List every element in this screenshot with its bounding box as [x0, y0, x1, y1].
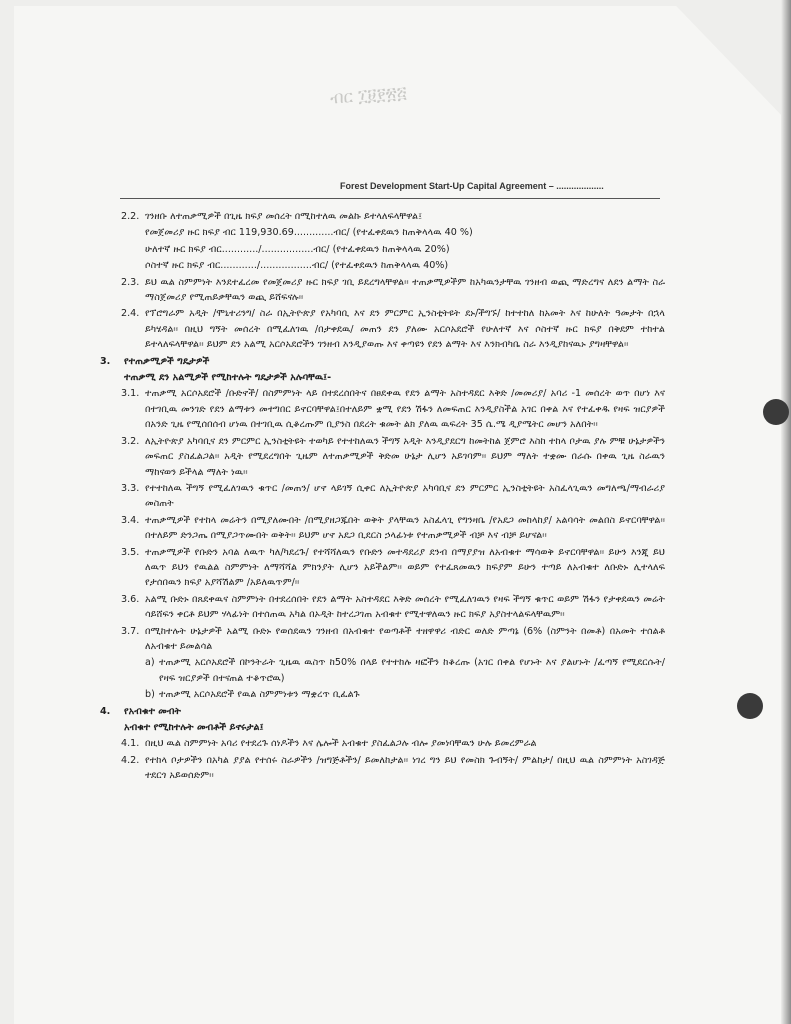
paragraph — [121, 386, 665, 432]
paragraph — [121, 275, 665, 306]
paragraph — [145, 242, 665, 257]
paragraph-text: የመጀመሪያ ዙር ክፍያ ብር 119,930.69.............ብር/ (የተፈቀደዉን ከጠቅላላዉ 40 %) — [145, 227, 473, 239]
paragraph — [121, 306, 665, 352]
header-rule — [120, 198, 660, 199]
paragraph — [121, 434, 665, 480]
paragraph — [100, 720, 665, 735]
paragraph — [121, 209, 665, 224]
paragraph-text: ተጠቃሚዎች የተከላ መሬትን በሚያለሙበት /በሚያዘጋጁበት ወቅት ያላቸዉን አስፈላጊ የግንዛቤ /የአደጋ መከላከያ/ አልባሳት መልበስ ይኖርባቸዋል፡፡ በተለይም ድንጋጤ በሚያጋጥሙበት ወቅት፡፡ ይህም ሆኖ አደጋ ቢደርስ ኃላፊነቱ የተጠቃሚዎች ብቻ እና ብቻ ይሆናል፡፡ — [145, 514, 665, 542]
paragraph-text: ገንዘቡ ለተጠቃሚዎች በጊዜ ክፍያ መሰረት በሚከተለዉ መልኩ ይተላለፍላቸዋል፤ — [145, 211, 423, 222]
paragraph-text: ሁለተኛ ዙር ክፍያ ብር............/.................ብር/ (የተፈቀደዉን ከጠቅላላዉ 20%) — [145, 243, 450, 255]
paragraph — [145, 687, 665, 702]
paragraph — [121, 592, 665, 623]
paragraph-number: 3.4. — [121, 514, 140, 526]
paragraph — [145, 258, 665, 273]
document-body — [100, 209, 665, 785]
paragraph-text: ተጠቃሚ ደን አልሚዎች የሚከተሉት ግዴታዎች አሉባቸዉ፤- — [124, 372, 332, 384]
paragraph — [121, 481, 665, 512]
paragraph-text: አልሚ ቡድኑ በጸደቀዉና ስምምነት በተደረሰበት የደን ልማት አስተዳደር እቅድ መሰረት የሚፈለገዉን የዛፍ ችግኝ ቁጥር ወይም ሽፋን የታቀደዉን መሬት ሳይሸፍን ቀርቶ ይህም ሃላፊነት በተሰጠዉ አካል በኦዲት ከተረጋገጠ አብቁተ የሚተዋለዉን ዙር ክፍያ አያስተላልፍላቸዉም፡፡ — [145, 593, 665, 621]
paragraph-text: የተከላ ቦታዎችን በአካል ያያል የተሰሩ ስራዎችን /ዝግጅቶችን/ ይመለከታል፡፡ ነገረ ግን ይህ የመስክ ጉብኝት/ ምልከታ/ በዚህ ዉል ስምምነት አስገዳጅ ተደርጎ አይወሰድም፡፡ — [145, 754, 665, 782]
paragraph-text: የአብቁተ መብት — [124, 705, 182, 717]
paragraph-number: 3. — [100, 355, 111, 367]
punch-hole — [737, 693, 763, 719]
paragraph-text: የተጠቃሚዎች ግዴታዎች — [124, 355, 210, 367]
paragraph-text: ለኢትዮጵያ አካባቢና ደን ምርምር ኢንስቲትዩት ተወካይ የተተከለዉን ችግኝ አዲት እንዲያደርግ ከመትከል ጀምሮ እስከ ተከላ ቦታዉ ያሉ ምቹ ሁኔታዎችን መፍጠር ያስፈልጋል፡፡ አዲት የሚደረግበት ጊዜም ለተጠቃሚዎች ቅድመ ሁኔታ ሊሆን አይገባም፡፡ ይህም ማለት ተቋሙ በራሱ በቀዉ ጊዜ ስራዉን ማከናወን ይችላል ማለት ነዉ፡፡ — [145, 435, 665, 478]
paragraph-text: ሶስተኛ ዙር ክፍያ ብር............/.................ብር/ (የተፈቀደዉን ከጠቅላላዉ 40%) — [145, 260, 449, 272]
paragraph — [121, 624, 665, 655]
paragraph-text: አብቁተ የሚከተሉት መብቶች ይኖሩታል፤ — [124, 722, 264, 733]
paragraph-number: 4.1. — [121, 738, 140, 750]
paragraph — [121, 545, 665, 591]
paragraph-number: 3.2. — [121, 435, 140, 447]
paragraph-text: ተጠቃሚ አርሶአደሮች /ቡድኖች/ በስምምነት ላይ በተደረሰበትና በፀደቀዉ የደን ልማት አስተዳደር እቅድ /መመሪያ/ አባሪ -1 መሰረት ወጥ በሆነ እና በተገቢዉ መንገድ የደን ልማቱን መተግበር ይኖርባቸዋል፤በተለይም ቋሚ የደን ሽፋን ለመፍጠር እንዲያስችል አገር በቀል እና የተፈቀዱ የዛፍ ዝርያዎች በአንድ ጊዜ የሚሰበሰብ ሆነዉ በተገቢዉ ሲቆረጡም ቢያንስ በደረት ቁመት ልክ ያለዉ ዉፍረት 35 ሴ.ሜ ዲያሜትር መሆን አለበት፡፡ — [145, 388, 665, 431]
paragraph — [100, 354, 665, 369]
paragraph-text: በሚከተሉት ሁኔታዎች አልሚ ቡድኑ የወሰደዉን ገንዘብ በአብቁተ የወጣቶች ተዘዋዋሪ ብድር ወለድ ምጣኔ (6% (ስምንት በመቶ) በአመት ተሰልቶ ለአብቁተ ይመልሳል — [145, 625, 665, 652]
paragraph-number: 4.2. — [121, 754, 140, 766]
bleed-through-text: ብር ፲፱፻፳፭ — [329, 83, 408, 109]
paragraph-number: 2.4. — [121, 308, 140, 320]
paragraph-text: ተጠቃሚ አርሶአደሮች የዉል ስምምነቱን ማቋረጥ ቢፈልጉ — [159, 689, 360, 701]
paragraph-number — [100, 720, 124, 735]
paragraph-text: የፕሮግራም አዲት /ሞኒተሪንግ/ ስራ በኢትዮጵያ የአካባቢ እና ደን ምርምር ኢንስቲትዩት ደኑ/ችግኙ/ ከተተከለ ከአመት እና ከሁለት ዓመታት በኋላ ይካሄዳል፡፡ በዚህ ግኝት መሰረት በሚፈለገዉ /በታቀደዉ/ መጠን ደን ያለሙ አርሶአደሮች የሁለተኛ እና ሶስተኛ ዙር ክፍያ በቅደም ተከተል ይተላለፍላቸዋል፡፡ ይህም ደን አልሚ አርሶአደሮችን ገንዘብ እንዲያወጡ እና ቀጣዩን የደን ልማት እና እንክብካቤ ስራ እንዲያከናዉኑ ያግዛቸዋል፡፡ — [145, 308, 665, 351]
paragraph — [121, 736, 665, 751]
paragraph-text: የተተከለዉ ችግኝ የሚፈለገዉን ቁጥር /መጠን/ ሆኖ ላይገኝ ሲቀር ለኢትዮጵያ አካባቢና ደን ምርምር ኢንስቲትዩት አስፈላጊዉን መግለጫ/ማብራሪያ መስጠት — [145, 482, 665, 510]
page-edge-shadow — [781, 0, 791, 1024]
paragraph-text: በዚህ ዉል ስምምነት አባሪ የተደረጉ ሰነዶችን እና ሌሎች አብቁተ ያስፈልጋሉ ብሎ ያመነባቸዉን ሁሉ ይመረምራል — [145, 738, 537, 750]
paragraph — [100, 370, 665, 385]
paragraph — [145, 655, 665, 686]
paragraph-text: ተጠቃሚዎች የቡድን አባል ለዉጥ ካለ/ካደረጉ/ የተሻሻለዉን የቡድን መተዳደሪያ ደንብ በማያያዝ ለአብቁተ ማሳወቅ ይኖርባቸዋል፡፡ ይሁን እንጂ ይህ ለዉጥ ይህን የዉልል ስምምነት ለማሻሻል ምክንያት ሊሆን አይችልም፡፡ ወይም የተፈጸመዉን ክፍያም ይሁን ተጣይ ለአብቁተ ለቡድኑ ሊተላለፍ የታሰበዉን ክፍያ አያሻሽልም /አይለዉጥም/፡፡ — [145, 546, 665, 589]
punch-hole — [763, 399, 789, 425]
paragraph-number: b) — [145, 689, 155, 701]
paragraph-number: 2.3. — [121, 276, 140, 288]
paragraph — [100, 704, 665, 719]
paragraph-number: 3.6. — [121, 593, 140, 605]
paragraph-number: 3.3. — [121, 482, 140, 494]
paragraph-number: 4. — [100, 705, 111, 717]
paragraph-number: 3.1. — [121, 388, 140, 400]
page-header: Forest Development Start-Up Capital Agreement – ................... — [340, 181, 604, 191]
paragraph-text: ተጠቃሚ አርሶአደሮች በኮንትራት ጊዜዉ ዉስጥ ከ50% በላይ የተተከሉ ዛፎችን ከቆረጡ (አገር በቀል የሆኑት እና ያልሆኑት /ፈጣኝ የሚደርሱት/ የዛፍ ዝርያዎች በተናጠል ተቆጥሮዉ) — [159, 657, 665, 684]
paragraph — [145, 225, 665, 240]
paragraph — [121, 513, 665, 544]
paragraph-number: 2.2. — [121, 211, 140, 222]
paragraph-number: 3.5. — [121, 546, 140, 558]
paragraph — [121, 753, 665, 784]
paragraph-number — [100, 370, 124, 385]
paragraph-text: ይህ ዉል ስምምነት እንደተፈረመ የመጀመሪያ ዙር ክፍያ ገቢ ይደረግላቸዋል፡፡ ተጠቃሚዎችም ከአካዉንታቸዉ ገንዘብ ወጪ ማድረግና ለደን ልማት ስራ ማስጀመሪያ የሚጠይቃቸዉን ወጪ ይሸፍናሉ፡፡ — [145, 276, 665, 304]
paragraph-number: 3.7. — [121, 625, 140, 637]
paragraph-number: a) — [145, 657, 155, 669]
